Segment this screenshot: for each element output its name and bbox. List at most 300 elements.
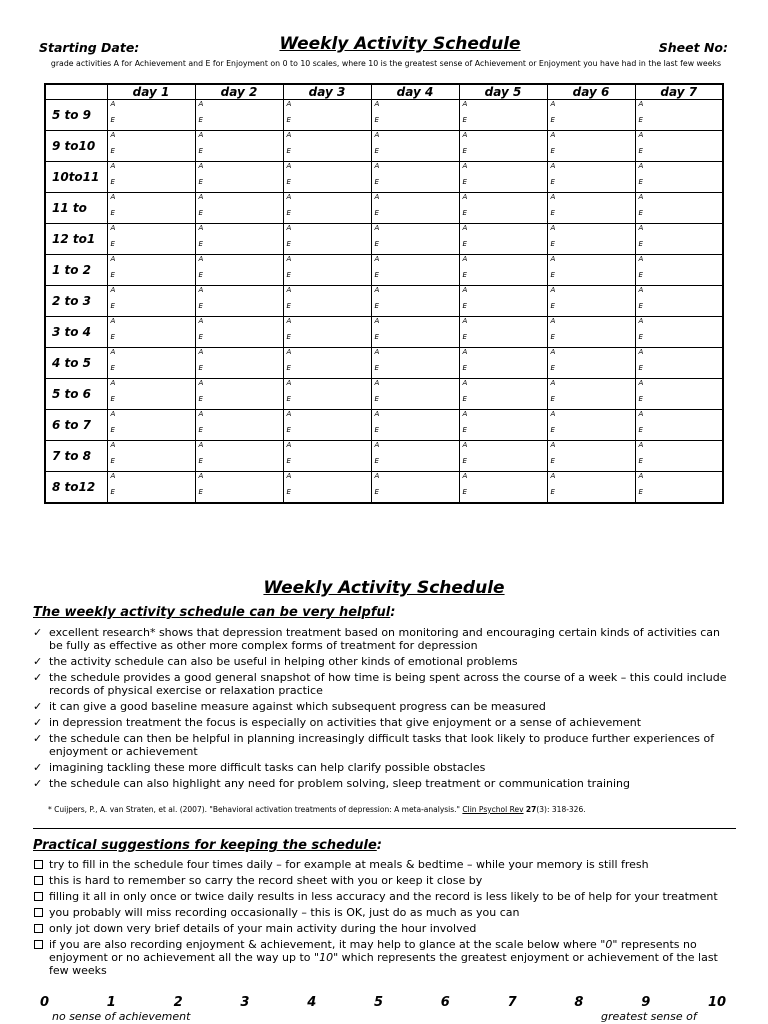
enjoyment-label: E bbox=[110, 271, 115, 279]
activity-cell-content bbox=[196, 441, 283, 471]
helpful-item bbox=[33, 761, 733, 774]
enjoyment-label: E bbox=[550, 116, 555, 124]
activity-cell[interactable] bbox=[459, 100, 547, 131]
activity-cell[interactable] bbox=[459, 193, 547, 224]
activity-cell[interactable] bbox=[371, 379, 459, 410]
activity-cell[interactable] bbox=[283, 131, 371, 162]
enjoyment-label: E bbox=[550, 240, 555, 248]
time-slot-label: 5 to 6 bbox=[45, 379, 107, 410]
activity-cell[interactable] bbox=[283, 317, 371, 348]
activity-cell[interactable] bbox=[371, 441, 459, 472]
achievement-label: A bbox=[550, 100, 556, 108]
achievement-label: A bbox=[550, 317, 556, 325]
activity-cell[interactable] bbox=[459, 162, 547, 193]
activity-cell[interactable] bbox=[635, 410, 723, 441]
activity-cell[interactable] bbox=[283, 441, 371, 472]
checkbox-icon[interactable] bbox=[34, 924, 43, 933]
activity-cell-content bbox=[108, 286, 195, 316]
enjoyment-label: E bbox=[462, 395, 467, 403]
activity-cell[interactable] bbox=[371, 348, 459, 379]
activity-cell[interactable] bbox=[195, 100, 283, 131]
time-slot-label: 9 to10 bbox=[45, 131, 107, 162]
starting-date-label: Starting Date: bbox=[39, 40, 140, 55]
activity-cell-content bbox=[284, 317, 371, 347]
activity-cell[interactable] bbox=[195, 317, 283, 348]
day-header: day 7 bbox=[635, 84, 723, 100]
achievement-label: A bbox=[110, 348, 116, 356]
time-row bbox=[45, 131, 723, 162]
activity-cell[interactable] bbox=[547, 100, 635, 131]
activity-cell[interactable] bbox=[195, 410, 283, 441]
achievement-label: A bbox=[462, 162, 468, 170]
activity-cell[interactable] bbox=[459, 317, 547, 348]
helpful-item bbox=[33, 716, 733, 729]
achievement-label: A bbox=[638, 193, 644, 201]
achievement-label: A bbox=[550, 379, 556, 387]
achievement-label: A bbox=[638, 131, 644, 139]
activity-cell[interactable] bbox=[107, 379, 195, 410]
scale-quote: "10" bbox=[314, 951, 339, 964]
activity-cell[interactable] bbox=[635, 162, 723, 193]
helpful-item bbox=[33, 655, 733, 668]
activity-cell-content bbox=[636, 317, 723, 347]
enjoyment-label: E bbox=[462, 426, 467, 434]
enjoyment-label: E bbox=[198, 333, 203, 341]
enjoyment-label: E bbox=[638, 271, 643, 279]
activity-cell[interactable] bbox=[635, 100, 723, 131]
activity-cell[interactable] bbox=[195, 286, 283, 317]
practical-item bbox=[33, 874, 733, 887]
activity-cell[interactable] bbox=[547, 410, 635, 441]
enjoyment-label: E bbox=[550, 147, 555, 155]
activity-cell[interactable] bbox=[283, 286, 371, 317]
time-slot-label: 6 to 7 bbox=[45, 410, 107, 441]
enjoyment-label: E bbox=[374, 457, 379, 465]
activity-cell[interactable] bbox=[635, 472, 723, 504]
activity-cell-content bbox=[284, 255, 371, 285]
activity-cell-content bbox=[460, 348, 547, 378]
activity-cell[interactable] bbox=[547, 472, 635, 504]
activity-cell[interactable] bbox=[635, 379, 723, 410]
activity-cell[interactable] bbox=[635, 193, 723, 224]
time-slot-label: 7 to 8 bbox=[45, 441, 107, 472]
activity-cell[interactable] bbox=[547, 317, 635, 348]
enjoyment-label: E bbox=[638, 488, 643, 496]
enjoyment-label: E bbox=[198, 147, 203, 155]
checkbox-icon[interactable] bbox=[34, 908, 43, 917]
achievement-label: A bbox=[286, 472, 292, 480]
achievement-label: A bbox=[462, 100, 468, 108]
time-row bbox=[45, 162, 723, 193]
achievement-label: A bbox=[638, 317, 644, 325]
activity-cell[interactable] bbox=[459, 255, 547, 286]
activity-cell-content bbox=[636, 348, 723, 378]
activity-cell[interactable] bbox=[107, 286, 195, 317]
activity-cell[interactable] bbox=[371, 162, 459, 193]
activity-cell-content bbox=[108, 255, 195, 285]
activity-cell[interactable] bbox=[547, 224, 635, 255]
activity-cell[interactable] bbox=[547, 193, 635, 224]
achievement-label: A bbox=[374, 472, 380, 480]
time-row bbox=[45, 286, 723, 317]
enjoyment-label: E bbox=[110, 457, 115, 465]
activity-cell[interactable] bbox=[107, 317, 195, 348]
helpful-item-text: the schedule can also highlight any need for problem solving, sleep treatment or communication training bbox=[49, 777, 630, 790]
scale-number: 10 bbox=[708, 995, 727, 1010]
checkmark-icon: ✓ bbox=[33, 626, 43, 639]
activity-cell[interactable] bbox=[283, 162, 371, 193]
achievement-label: A bbox=[550, 286, 556, 294]
activity-cell-content bbox=[548, 100, 635, 130]
achievement-label: A bbox=[638, 441, 644, 449]
activity-cell[interactable] bbox=[283, 224, 371, 255]
activity-cell[interactable] bbox=[283, 410, 371, 441]
activity-cell-content bbox=[372, 224, 459, 254]
day-header: day 4 bbox=[371, 84, 459, 100]
activity-cell[interactable] bbox=[371, 410, 459, 441]
activity-cell[interactable] bbox=[371, 131, 459, 162]
achievement-label: A bbox=[286, 317, 292, 325]
activity-cell[interactable] bbox=[195, 255, 283, 286]
checkmark-icon: ✓ bbox=[33, 777, 43, 790]
achievement-label: A bbox=[638, 162, 644, 170]
time-slot-label: 3 to 4 bbox=[45, 317, 107, 348]
activity-cell[interactable] bbox=[107, 410, 195, 441]
activity-cell-content bbox=[636, 441, 723, 471]
enjoyment-label: E bbox=[638, 147, 643, 155]
achievement-label: A bbox=[286, 410, 292, 418]
activity-cell[interactable] bbox=[459, 224, 547, 255]
activity-cell[interactable] bbox=[635, 224, 723, 255]
achievement-label: A bbox=[550, 348, 556, 356]
activity-cell[interactable] bbox=[459, 286, 547, 317]
achievement-label: A bbox=[286, 224, 292, 232]
activity-cell-content bbox=[548, 131, 635, 161]
activity-cell-content bbox=[372, 286, 459, 316]
achievement-label: A bbox=[198, 162, 204, 170]
activity-cell[interactable] bbox=[283, 255, 371, 286]
activity-cell[interactable] bbox=[635, 317, 723, 348]
activity-cell[interactable] bbox=[283, 472, 371, 504]
activity-cell[interactable] bbox=[371, 472, 459, 504]
activity-cell-content bbox=[284, 162, 371, 192]
enjoyment-label: E bbox=[638, 240, 643, 248]
achievement-label: A bbox=[550, 410, 556, 418]
info-title: Weekly Activity Schedule bbox=[263, 578, 505, 598]
enjoyment-label: E bbox=[198, 395, 203, 403]
activity-cell[interactable] bbox=[459, 131, 547, 162]
activity-cell-content bbox=[460, 193, 547, 223]
enjoyment-label: E bbox=[550, 488, 555, 496]
day-header-row bbox=[45, 84, 723, 100]
enjoyment-label: E bbox=[286, 364, 291, 372]
enjoyment-label: E bbox=[286, 302, 291, 310]
practical-item bbox=[33, 922, 733, 935]
enjoyment-label: E bbox=[374, 364, 379, 372]
time-slot-label: 12 to1 bbox=[45, 224, 107, 255]
activity-cell[interactable] bbox=[547, 286, 635, 317]
activity-cell-content bbox=[636, 100, 723, 130]
enjoyment-label: E bbox=[286, 333, 291, 341]
enjoyment-label: E bbox=[462, 178, 467, 186]
activity-cell[interactable] bbox=[371, 100, 459, 131]
enjoyment-label: E bbox=[198, 488, 203, 496]
time-slot-label: 4 to 5 bbox=[45, 348, 107, 379]
scale-number: 0 bbox=[40, 995, 50, 1010]
enjoyment-label: E bbox=[286, 240, 291, 248]
activity-cell[interactable] bbox=[283, 348, 371, 379]
enjoyment-label: E bbox=[550, 364, 555, 372]
checkmark-icon: ✓ bbox=[33, 716, 43, 729]
activity-cell-content bbox=[548, 317, 635, 347]
activity-cell[interactable] bbox=[195, 441, 283, 472]
activity-cell[interactable] bbox=[195, 131, 283, 162]
activity-cell-content bbox=[460, 131, 547, 161]
practical-item-text: this is hard to remember so carry the record sheet with you or keep it close by bbox=[49, 874, 483, 887]
achievement-label: A bbox=[198, 224, 204, 232]
enjoyment-label: E bbox=[110, 302, 115, 310]
achievement-label: A bbox=[198, 193, 204, 201]
scale-number: 7 bbox=[507, 995, 517, 1010]
scale-number: 5 bbox=[374, 995, 384, 1010]
activity-cell-content bbox=[636, 472, 723, 502]
achievement-label: A bbox=[374, 379, 380, 387]
achievement-label: A bbox=[110, 224, 116, 232]
scale-number: 8 bbox=[574, 995, 584, 1010]
achievement-label: A bbox=[462, 410, 468, 418]
enjoyment-label: E bbox=[286, 426, 291, 434]
activity-cell-content bbox=[460, 472, 547, 502]
activity-cell-content bbox=[372, 255, 459, 285]
enjoyment-label: E bbox=[374, 178, 379, 186]
activity-cell-content bbox=[460, 162, 547, 192]
checkbox-icon[interactable] bbox=[34, 940, 43, 949]
activity-cell-content bbox=[196, 100, 283, 130]
activity-cell[interactable] bbox=[195, 193, 283, 224]
checkbox-icon[interactable] bbox=[34, 860, 43, 869]
checkbox-icon[interactable] bbox=[34, 876, 43, 885]
achievement-label: A bbox=[286, 286, 292, 294]
activity-cell[interactable] bbox=[107, 100, 195, 131]
helpful-heading-text: The weekly activity schedule can be very helpful bbox=[33, 605, 391, 620]
activity-cell-content bbox=[108, 100, 195, 130]
achievement-label: A bbox=[286, 255, 292, 263]
activity-cell-content bbox=[108, 131, 195, 161]
achievement-label: A bbox=[286, 348, 292, 356]
activity-cell[interactable] bbox=[371, 224, 459, 255]
enjoyment-label: E bbox=[286, 116, 291, 124]
enjoyment-label: E bbox=[550, 178, 555, 186]
achievement-label: A bbox=[374, 100, 380, 108]
activity-cell[interactable] bbox=[195, 379, 283, 410]
activity-cell-content bbox=[372, 317, 459, 347]
enjoyment-label: E bbox=[198, 178, 203, 186]
activity-cell-content bbox=[636, 131, 723, 161]
activity-cell-content bbox=[196, 131, 283, 161]
activity-cell[interactable] bbox=[371, 193, 459, 224]
activity-cell[interactable] bbox=[547, 379, 635, 410]
grading-instructions: grade activities A for Achievement and E for Enjoyment on 0 to 10 scales, where 10 is the greatest sense of Achievement or Enjoyment you have had in the last few weeks bbox=[50, 59, 722, 68]
enjoyment-label: E bbox=[462, 302, 467, 310]
achievement-label: A bbox=[110, 193, 116, 201]
activity-cell-content bbox=[460, 100, 547, 130]
activity-cell[interactable] bbox=[195, 472, 283, 504]
helpful-heading-colon: : bbox=[390, 605, 396, 620]
enjoyment-label: E bbox=[110, 178, 115, 186]
time-row bbox=[45, 193, 723, 224]
enjoyment-label: E bbox=[462, 240, 467, 248]
enjoyment-label: E bbox=[110, 116, 115, 124]
achievement-label: A bbox=[638, 224, 644, 232]
activity-cell-content bbox=[636, 162, 723, 192]
activity-cell[interactable] bbox=[459, 348, 547, 379]
helpful-item bbox=[33, 777, 733, 790]
activity-cell[interactable] bbox=[547, 162, 635, 193]
activity-cell[interactable] bbox=[283, 379, 371, 410]
achievement-label: A bbox=[462, 317, 468, 325]
time-slot-label: 1 to 2 bbox=[45, 255, 107, 286]
enjoyment-label: E bbox=[110, 209, 115, 217]
activity-cell[interactable] bbox=[107, 162, 195, 193]
activity-cell[interactable] bbox=[459, 410, 547, 441]
enjoyment-label: E bbox=[286, 271, 291, 279]
activity-cell[interactable] bbox=[635, 131, 723, 162]
enjoyment-label: E bbox=[110, 364, 115, 372]
day-header: day 2 bbox=[195, 84, 283, 100]
helpful-list bbox=[33, 626, 733, 793]
activity-cell[interactable] bbox=[195, 348, 283, 379]
achievement-label: A bbox=[638, 348, 644, 356]
enjoyment-label: E bbox=[462, 364, 467, 372]
activity-cell[interactable] bbox=[283, 193, 371, 224]
enjoyment-label: E bbox=[638, 333, 643, 341]
activity-cell[interactable] bbox=[107, 441, 195, 472]
activity-cell[interactable] bbox=[459, 379, 547, 410]
time-row bbox=[45, 410, 723, 441]
activity-cell[interactable] bbox=[547, 348, 635, 379]
activity-cell-content bbox=[108, 162, 195, 192]
activity-cell[interactable] bbox=[107, 255, 195, 286]
practical-item bbox=[33, 906, 733, 919]
achievement-label: A bbox=[198, 441, 204, 449]
time-slot-label: 5 to 9 bbox=[45, 100, 107, 131]
enjoyment-label: E bbox=[374, 488, 379, 496]
enjoyment-label: E bbox=[374, 271, 379, 279]
checkmark-icon: ✓ bbox=[33, 671, 43, 684]
scale-number: 9 bbox=[641, 995, 651, 1010]
header bbox=[0, 34, 768, 60]
activity-cell[interactable] bbox=[107, 224, 195, 255]
activity-cell-content bbox=[196, 317, 283, 347]
activity-cell[interactable] bbox=[371, 286, 459, 317]
scale-number: 4 bbox=[307, 995, 317, 1010]
activity-cell[interactable] bbox=[195, 224, 283, 255]
achievement-label: A bbox=[198, 131, 204, 139]
activity-cell[interactable] bbox=[107, 472, 195, 504]
activity-cell[interactable] bbox=[635, 286, 723, 317]
time-row bbox=[45, 379, 723, 410]
time-row bbox=[45, 348, 723, 379]
time-row bbox=[45, 255, 723, 286]
activity-cell-content bbox=[108, 472, 195, 502]
practical-item-text: filling it all in only once or twice daily results in less accuracy and the record is less likely to be of help for your treatment bbox=[49, 890, 718, 903]
activity-cell[interactable] bbox=[547, 441, 635, 472]
practical-item-text: which represents the greatest enjoyment or achievement of the last few weeks bbox=[49, 951, 718, 977]
achievement-label: A bbox=[374, 224, 380, 232]
activity-cell-content bbox=[372, 379, 459, 409]
achievement-label: A bbox=[550, 193, 556, 201]
achievement-label: A bbox=[374, 162, 380, 170]
activity-cell[interactable] bbox=[195, 162, 283, 193]
enjoyment-label: E bbox=[550, 426, 555, 434]
activity-cell[interactable] bbox=[459, 472, 547, 504]
enjoyment-label: E bbox=[550, 395, 555, 403]
achievement-label: A bbox=[198, 472, 204, 480]
enjoyment-label: E bbox=[374, 333, 379, 341]
helpful-item bbox=[33, 671, 733, 697]
activity-cell-content bbox=[284, 286, 371, 316]
activity-cell-content bbox=[108, 193, 195, 223]
helpful-heading bbox=[33, 605, 395, 620]
activity-cell[interactable] bbox=[283, 100, 371, 131]
activity-cell[interactable] bbox=[371, 317, 459, 348]
enjoyment-label: E bbox=[110, 395, 115, 403]
activity-cell-content bbox=[108, 410, 195, 440]
achievement-label: A bbox=[110, 286, 116, 294]
activity-cell[interactable] bbox=[635, 255, 723, 286]
achievement-label: A bbox=[198, 286, 204, 294]
achievement-label: A bbox=[286, 131, 292, 139]
footnote-pages: (3): 318-326. bbox=[536, 805, 586, 814]
helpful-item-text: the schedule provides a good general snapshot of how time is being spent across the course of a week – this could include records of physical exercise or relaxation practice bbox=[49, 671, 727, 697]
day-header: day 3 bbox=[283, 84, 371, 100]
activity-cell-content bbox=[372, 410, 459, 440]
scale-right-label: greatest sense of bbox=[601, 1010, 697, 1023]
activity-cell[interactable] bbox=[371, 255, 459, 286]
day-header: day 5 bbox=[459, 84, 547, 100]
activity-cell-content bbox=[372, 348, 459, 378]
activity-cell-content bbox=[196, 162, 283, 192]
activity-cell[interactable] bbox=[635, 348, 723, 379]
enjoyment-label: E bbox=[286, 147, 291, 155]
enjoyment-label: E bbox=[638, 426, 643, 434]
activity-cell[interactable] bbox=[547, 131, 635, 162]
enjoyment-label: E bbox=[638, 302, 643, 310]
footnote-volume: 27 bbox=[525, 805, 537, 814]
achievement-label: A bbox=[110, 379, 116, 387]
activity-cell[interactable] bbox=[107, 348, 195, 379]
activity-cell[interactable] bbox=[107, 193, 195, 224]
helpful-item-text: in depression treatment the focus is especially on activities that give enjoyment or a sense of achievement bbox=[49, 716, 642, 729]
scale-number: 2 bbox=[173, 995, 183, 1010]
activity-cell[interactable] bbox=[547, 255, 635, 286]
achievement-label: A bbox=[198, 317, 204, 325]
activity-cell-content bbox=[284, 193, 371, 223]
practical-item bbox=[33, 858, 733, 871]
achievement-label: A bbox=[110, 131, 116, 139]
practical-item-text: you probably will miss recording occasionally – this is OK, just do as much as you can bbox=[49, 906, 520, 919]
activity-cell[interactable] bbox=[459, 441, 547, 472]
activity-cell-content bbox=[548, 472, 635, 502]
activity-cell[interactable] bbox=[107, 131, 195, 162]
achievement-label: A bbox=[638, 100, 644, 108]
activity-cell[interactable] bbox=[635, 441, 723, 472]
achievement-label: A bbox=[638, 286, 644, 294]
checkbox-icon[interactable] bbox=[34, 892, 43, 901]
activity-cell-content bbox=[460, 255, 547, 285]
enjoyment-label: E bbox=[374, 147, 379, 155]
achievement-label: A bbox=[462, 193, 468, 201]
